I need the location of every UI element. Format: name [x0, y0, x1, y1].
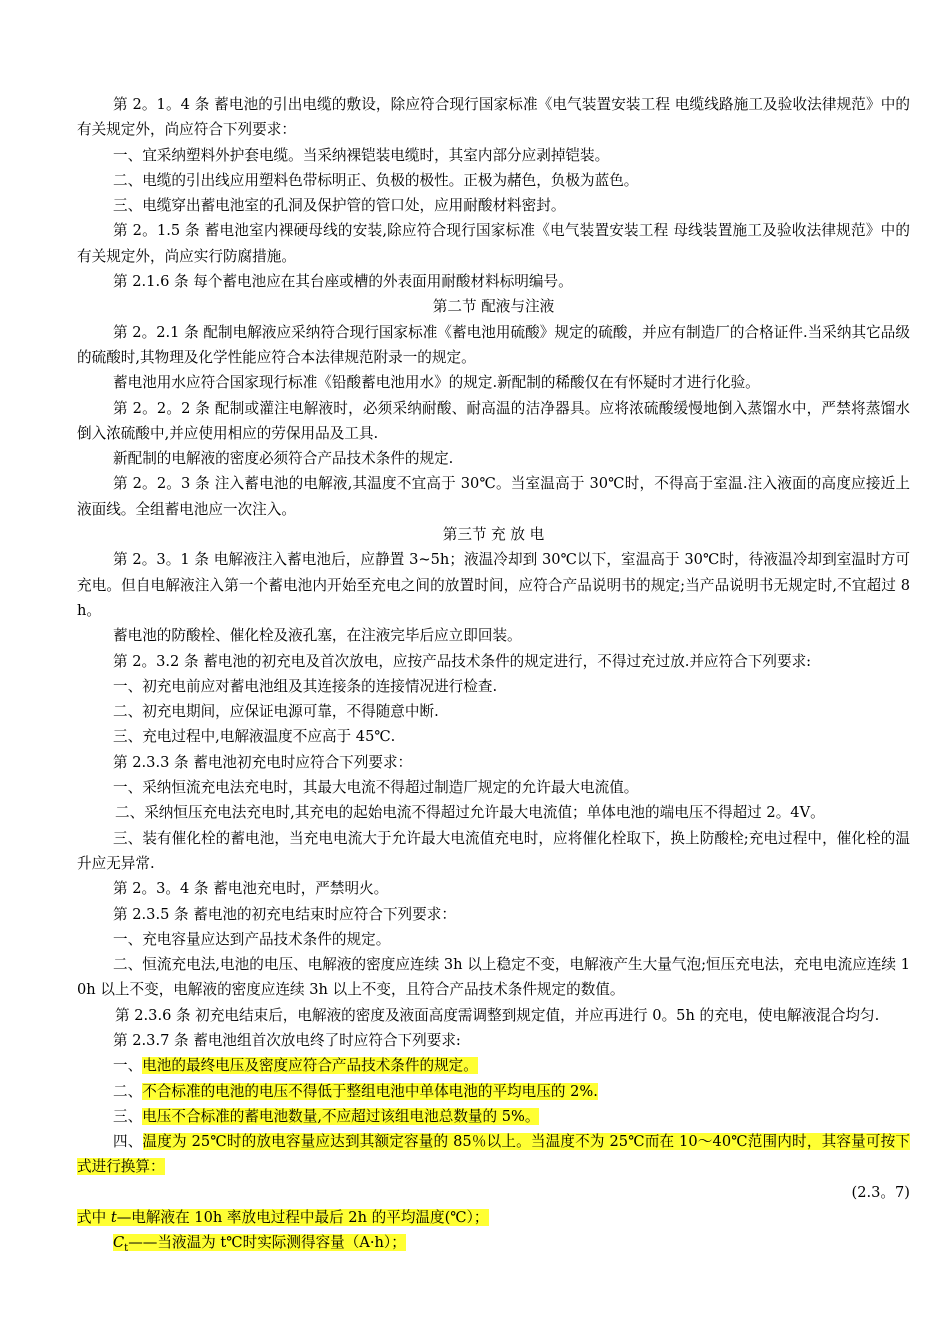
- list-item: 二、采纳恒压充电法充电时,其充电的起始电流不得超过允许最大电流值；单体电池的端电压不得超过 2。4V。: [115, 804, 825, 822]
- definition-c: [77, 1230, 910, 1255]
- item-prefix: 一、: [113, 1057, 143, 1075]
- clause-2-2-2: 第 2。2。2 条 配制或灌注电解液时，必须采纳耐酸、耐高温的洁净器具。应将浓硫酸缓慢地倒入蒸馏水中，严禁将蒸馏水倒入浓硫酸中,并应使用相应的劳保用品及工具.: [77, 399, 910, 442]
- item-prefix: 三、: [113, 1107, 143, 1125]
- list-item: 三、充电过程中,电解液温度不应高于 45℃.: [113, 728, 396, 746]
- variable-c: C: [113, 1234, 125, 1252]
- highlighted-text: 电压不合标准的蓄电池数量,不应超过该组电池总数量的 5%。: [142, 1107, 540, 1125]
- clause-2-1-6: 第 2.1.6 条 每个蓄电池应在其台座或槽的外表面用耐酸材料标明编号。: [113, 273, 573, 291]
- definition-c-highlight: [113, 1234, 406, 1255]
- list-item: 一、充电容量应达到产品技术条件的规定。: [113, 930, 391, 948]
- paragraph: 新配制的电解液的密度必须符合产品技术条件的规定.: [113, 450, 454, 468]
- clause-2-3-6: 第 2.3.6 条 初充电结束后，电解液的密度及液面高度需调整到规定值，并应再进行 0。5h 的充电，使电解液混合均匀.: [115, 1006, 880, 1024]
- list-item: 二、恒流充电法,电池的电压、电解液的密度应连续 3h 以上稳定不变，电解液产生大量气泡;恒压充电法，充电电流应连续 10h 以上不变，电解液的密度应连续 3h 以上不变，且符合产品技术条件规定的数值。: [77, 956, 910, 999]
- paragraph: 蓄电池用水应符合国家现行标准《铅酸蓄电池用水》的规定.新配制的稀酸仅在有怀疑时才进行化验。: [113, 374, 760, 392]
- definition-t-text: —电解液在 10h 率放电过程中最后 2h 的平均温度(℃）；: [116, 1209, 489, 1227]
- highlighted-item: [77, 1079, 910, 1104]
- list-item: 二、初充电期间，应保证电源可靠，不得随意中断.: [113, 703, 439, 721]
- definition-c-text: ——当液温为 t℃时实际测得容量（A·h）；: [128, 1234, 406, 1252]
- list-item: 一、采纳恒流充电法充电时，其最大电流不得超过制造厂规定的允许最大电流值。: [113, 779, 639, 797]
- list-item: 二、电缆的引出线应用塑料色带标明正、负极的极性。正极为赭色，负极为蓝色。: [113, 171, 639, 189]
- clause-2-1-5: 第 2。1.5 条 蓄电池室内裸硬母线的安装,除应符合现行国家标准《电气装置安装工程 母线装置施工及验收法律规范》中的有关规定外，尚应实行防腐措施。: [77, 222, 910, 265]
- paragraph: 蓄电池的防酸栓、催化栓及液孔塞，在注液完毕后应立即回装。: [113, 627, 522, 645]
- list-item: 三、电缆穿出蓄电池室的孔洞及保护管的管口处，应用耐酸材料密封。: [113, 197, 566, 215]
- highlighted-item: [77, 1104, 910, 1129]
- document-body: [77, 92, 910, 1256]
- clause-2-3-2: 第 2。3.2 条 蓄电池的初充电及首次放电，应按产品技术条件的规定进行，不得过充过放.并应符合下列要求:: [113, 652, 812, 670]
- section-heading-3: 第三节 充 放 电: [442, 526, 545, 544]
- definition-lead: 式中: [77, 1209, 111, 1227]
- variable-c-subscript: t: [124, 1243, 129, 1255]
- highlighted-text: 温度为 25℃时的放电容量应达到其额定容量的 85％以上。当温度不为 25℃而在 10～40℃范围内时，其容量可按下式进行换算：: [77, 1133, 910, 1176]
- clause-2-1-4: 第 2。1。4 条 蓄电池的引出电缆的敷设，除应符合现行国家标准《电气装置安装工程 电缆线路施工及验收法律规范》中的有关规定外，尚应符合下列要求：: [77, 96, 910, 139]
- clause-2-3-7: 第 2.3.7 条 蓄电池组首次放电终了时应符合下列要求:: [113, 1031, 461, 1049]
- list-item: 一、初充电前应对蓄电池组及其连接条的连接情况进行检查.: [113, 677, 498, 695]
- section-heading-2: 第二节 配液与注液: [432, 298, 555, 316]
- highlighted-item: [77, 1053, 910, 1078]
- clause-2-3-1: 第 2。3。1 条 电解液注入蓄电池后，应静置 3~5h；液温冷却到 30℃以下，室温高于 30℃时，待液温冷却到室温时方可充电。但自电解液注入第一个蓄电池内开始至充电之间的放置时间，应符合产品说明书的规定;当产品说明书无规定时,不宜超过 8h。: [77, 551, 910, 619]
- clause-2-2-1: 第 2。2.1 条 配制电解液应采纳符合现行国家标准《蓄电池用硫酸》规定的硫酸，并应有制造厂的合格证件.当采纳其它品级的硫酸时,其物理及化学性能应符合本法律规范附录一的规定。: [77, 323, 910, 366]
- highlighted-text: 电池的最终电压及密度应符合产品技术条件的规定。: [142, 1057, 478, 1075]
- clause-2-3-3: 第 2.3.3 条 蓄电池初充电时应符合下列要求：: [113, 753, 413, 771]
- formula-number: (2.3。7): [851, 1183, 910, 1201]
- list-item: 三、装有催化栓的蓄电池，当充电电流大于允许最大电流值充电时，应将催化栓取下，换上防酸栓;充电过程中，催化栓的温升应无异常.: [77, 829, 910, 872]
- definition-t: [77, 1205, 910, 1230]
- item-prefix: 四、: [113, 1133, 143, 1151]
- item-prefix: 二、: [113, 1082, 143, 1100]
- definition-t-highlight: [77, 1209, 489, 1226]
- clause-2-2-3: 第 2。2。3 条 注入蓄电池的电解液,其温度不宜高于 30℃。当室温高于 30℃时，不得高于室温.注入液面的高度应接近上液面线。全组蓄电池应一次注入。: [77, 475, 910, 518]
- clause-2-3-4: 第 2。3。4 条 蓄电池充电时，严禁明火。: [113, 880, 389, 898]
- variable-t: t: [110, 1209, 117, 1227]
- list-item: 一、宜采纳塑料外护套电缆。当采纳裸铠装电缆时，其室内部分应剥掉铠装。: [113, 146, 610, 164]
- highlighted-text: 不合标准的电池的电压不得低于整组电池中单体电池的平均电压的 2%.: [142, 1082, 598, 1100]
- highlighted-item: [77, 1129, 910, 1180]
- clause-2-3-5: 第 2.3.5 条 蓄电池的初充电结束时应符合下列要求：: [113, 905, 456, 923]
